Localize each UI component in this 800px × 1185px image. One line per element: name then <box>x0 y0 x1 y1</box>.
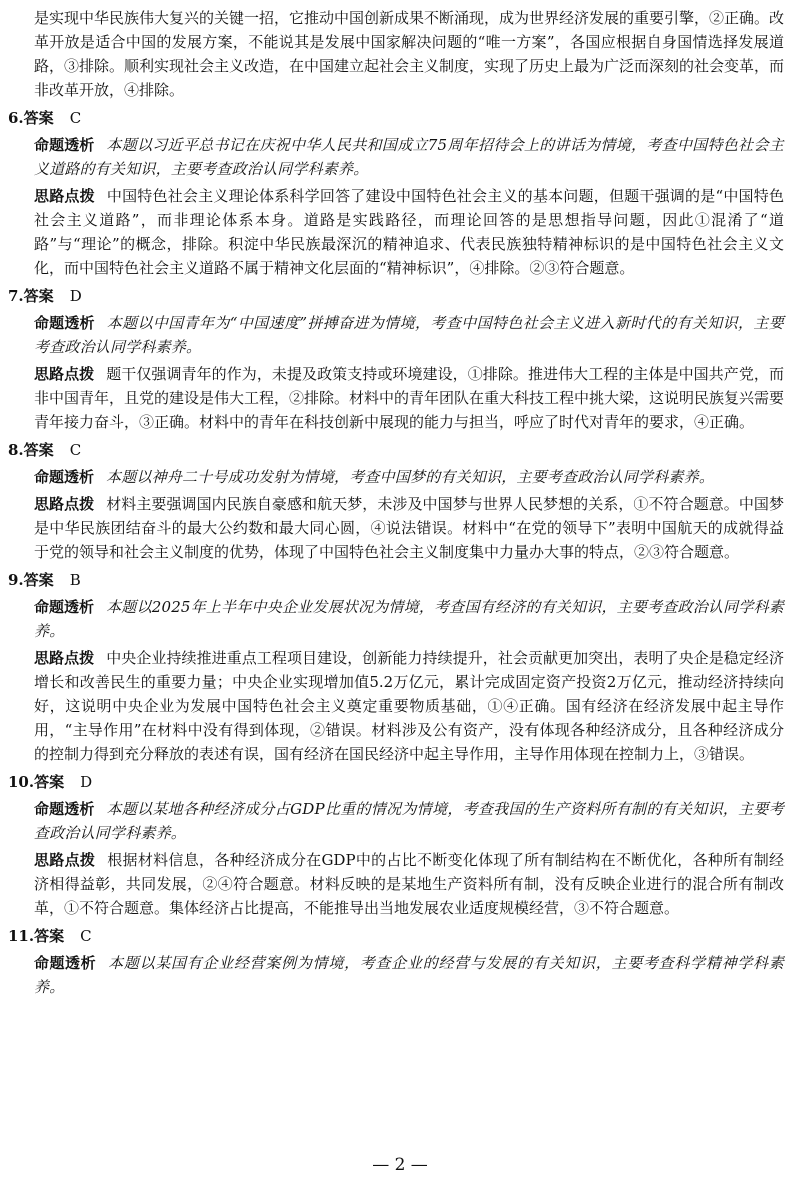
tips-paragraph <box>34 848 784 920</box>
analysis-text: 本题以中国青年为“中国速度”拼搏奋进为情境，考查中国特色社会主义进入新时代的有关知识，主要考查政治认同学科素养。 <box>34 314 784 356</box>
tips-label: 思路点拨 <box>34 365 95 383</box>
tips-text: 材料主要强调国内民族自豪感和航天梦，未涉及中国梦与世界人民梦想的关系，①不符合题意。中国梦是中华民族团结奋斗的最大公约数和最大同心圆，④说法错误。材料中“在党的领导下”表明中国航天的成就得益于党的领导和社会主义制度的优势，体现了中国特色社会主义制度集中力量办大事的特点，②③符合题意。 <box>34 495 784 561</box>
analysis-label: 命题透析 <box>34 314 95 332</box>
answer-value: B <box>69 571 81 589</box>
analysis-label: 命题透析 <box>34 598 95 616</box>
tips-text: 中央企业持续推进重点工程项目建设，创新能力持续提升，社会贡献更加突出，表明了央企是稳定经济增长和改善民生的重要力量；中央企业实现增加值5.2万亿元，累计完成固定资产投资2万亿元，推动经济持续向好，这说明中央企业为发展中国特色社会主义奠定重要物质基础，①④正确。国有经济在经济发展中起主导作用，“主导作用”在材料中没有得到体现，②错误。材料涉及公有资产，没有体现各种经济成分，且各种经济成分的控制力得到充分释放的表述有误，国有经济在国民经济中起主导作用，主导作用体现在控制力上，③错误。 <box>34 649 784 763</box>
answer-heading <box>8 568 784 592</box>
answer-heading <box>8 924 784 948</box>
analysis-text: 本题以某地各种经济成分占GDP比重的情况为情境，考查我国的生产资料所有制的有关知识，主要考查政治认同学科素养。 <box>34 800 784 842</box>
question-item <box>8 284 785 434</box>
question-item <box>8 924 784 999</box>
question-number: 9. <box>8 571 24 589</box>
analysis-label: 命题透析 <box>34 954 97 972</box>
answer-label: 答案 <box>23 571 54 589</box>
answer-value: C <box>80 927 92 945</box>
tips-text: 中国特色社会主义理论体系科学回答了建设中国特色社会主义的基本问题，但题干强调的是“中国特色社会主义道路”，而非理论体系本身。道路是实践路径，而理论回答的是思想指导问题，因此①混淆了“道路”与“理论”的概念，排除。积淀中华民族最深沉的精神追求、代表民族独特精神标识的是中国特色社会主义文化，而中国特色社会主义道路不属于精神文化层面的“精神标识”，④排除。②③符合题意。 <box>34 187 784 277</box>
question-number: 7. <box>8 287 24 305</box>
answer-label: 答案 <box>23 441 54 459</box>
tips-paragraph <box>34 184 784 280</box>
tips-label: 思路点拨 <box>34 187 95 205</box>
answer-heading <box>8 770 784 794</box>
question-item <box>8 770 784 920</box>
question-item <box>8 568 784 766</box>
analysis-paragraph <box>34 951 784 999</box>
question-item <box>8 106 784 280</box>
tips-text: 题干仅强调青年的作为，未提及政策支持或环境建设，①排除。推进伟大工程的主体是中国共产党，而非中国青年，且党的建设是伟大工程，②排除。材料中的青年团队在重大科技工程中挑大梁，这说明民族复兴需要青年接力奋斗，③正确。材料中的青年在科技创新中展现的能力与担当，呼应了时代对青年的要求，④正确。 <box>34 365 785 431</box>
answer-label: 答案 <box>23 109 54 127</box>
question-list <box>8 106 785 999</box>
analysis-text: 本题以2025年上半年中央企业发展状况为情境，考查国有经济的有关知识，主要考查政治认同学科素养。 <box>34 598 784 640</box>
analysis-text: 本题以某国有企业经营案例为情境，考查企业的经营与发展的有关知识，主要考查科学精神学科素养。 <box>34 954 784 996</box>
analysis-paragraph <box>34 797 784 845</box>
tips-label: 思路点拨 <box>34 495 95 513</box>
answer-label: 答案 <box>34 773 65 791</box>
tips-label: 思路点拨 <box>34 649 95 667</box>
analysis-text: 本题以神舟二十号成功发射为情境，考查中国梦的有关知识，主要考查政治认同学科素养。 <box>106 468 715 486</box>
answer-label: 答案 <box>34 927 65 945</box>
analysis-label: 命题透析 <box>34 468 95 486</box>
question-number: 10. <box>8 773 35 791</box>
analysis-label: 命题透析 <box>34 136 95 154</box>
answer-heading <box>8 106 784 130</box>
question-number: 8. <box>8 441 24 459</box>
answer-label: 答案 <box>23 287 54 305</box>
answer-value: C <box>69 441 82 459</box>
tips-paragraph <box>34 362 784 434</box>
tips-label: 思路点拨 <box>34 851 96 869</box>
analysis-paragraph <box>34 133 784 181</box>
question-number: 6. <box>8 109 24 127</box>
answer-heading <box>8 284 784 308</box>
tips-text: 根据材料信息，各种经济成分在GDP中的占比不断变化体现了所有制结构在不断优化，各种所有制经济相得益彰，共同发展，②④符合题意。材料反映的是某地生产资料所有制，没有反映企业进行的混合所有制改革，①不符合题意。集体经济占比提高，不能推导出当地发展农业适度规模经营，③不符合题意。 <box>34 851 784 917</box>
tips-paragraph <box>34 492 784 564</box>
tips-paragraph <box>34 646 784 766</box>
analysis-label: 命题透析 <box>34 800 95 818</box>
page-number: — 2 — <box>372 1155 428 1175</box>
analysis-paragraph <box>34 595 784 643</box>
intro-paragraph: 是实现中华民族伟大复兴的关键一招，它推动中国创新成果不断涌现，成为世界经济发展的重要引擎，②正确。改革开放是适合中国的发展方案，不能说其是发展中国家解决问题的“唯一方案”，各国应根据自身国情选择发展道路，③排除。顺利实现社会主义改造，在中国建立起社会主义制度，实现了历史上最为广泛而深刻的社会变革，而非改革开放，④排除。 <box>34 9 785 99</box>
answer-value: D <box>69 287 82 305</box>
answer-heading <box>8 438 784 462</box>
analysis-paragraph <box>34 465 784 489</box>
analysis-text: 本题以习近平总书记在庆祝中华人民共和国成立75周年招待会上的讲话为情境，考查中国特色社会主义道路的有关知识，主要考查政治认同学科素养。 <box>34 136 784 178</box>
answer-value: C <box>69 109 82 127</box>
question-item <box>8 438 784 564</box>
answer-value: D <box>80 773 93 791</box>
analysis-paragraph <box>34 311 784 359</box>
question-number: 11. <box>8 927 35 945</box>
